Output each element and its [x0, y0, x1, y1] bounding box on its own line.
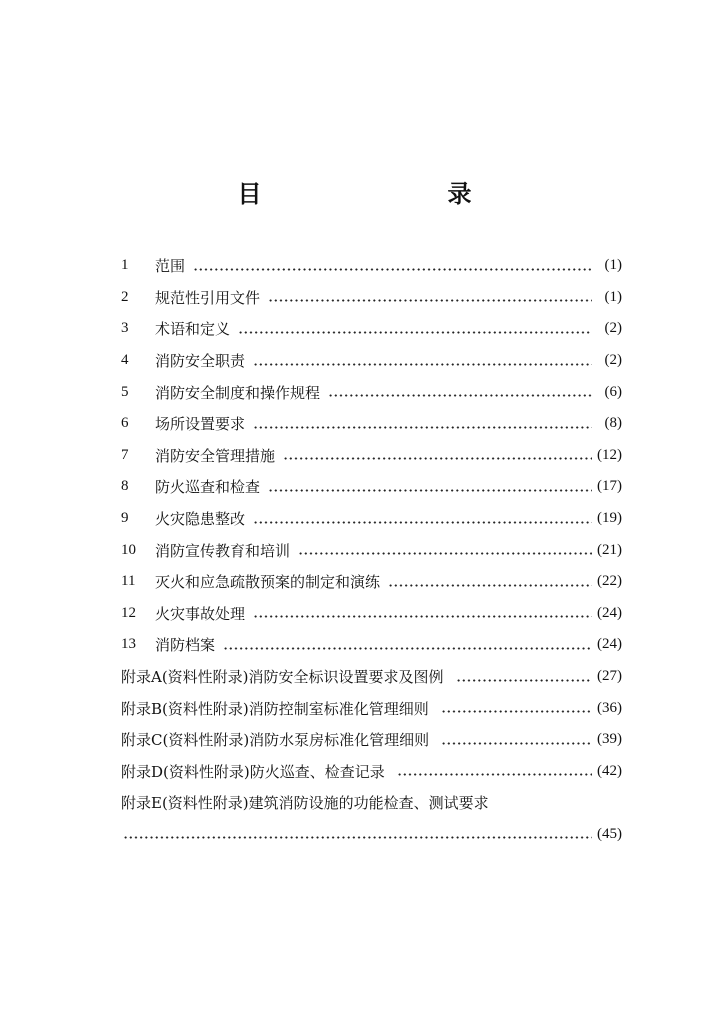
entry-page: (2) — [604, 320, 622, 337]
dot-leader — [441, 700, 592, 716]
toc-entry-9[interactable] — [121, 503, 622, 535]
entry-page: (1) — [604, 257, 622, 274]
entry-number: 12 — [121, 604, 136, 621]
dot-leader — [441, 732, 592, 748]
dot-leader — [253, 353, 592, 369]
dot-leader — [397, 763, 592, 779]
dot-leader — [253, 511, 592, 527]
dot-leader — [268, 479, 592, 495]
entry-page: (21) — [597, 541, 622, 558]
toc-entry-5[interactable] — [121, 376, 622, 408]
entry-page: (19) — [597, 510, 622, 527]
entry-title: 消防安全职责 — [155, 352, 246, 371]
dot-leader — [223, 637, 592, 653]
toc-appendix-e[interactable] — [121, 787, 622, 819]
entry-title: 规范性引用文件 — [155, 288, 261, 307]
page-title: 目 录 — [237, 180, 518, 208]
entry-title: 范围 — [155, 257, 186, 276]
entry-page: (8) — [604, 415, 622, 432]
toc-entry-8[interactable] — [121, 471, 622, 503]
appendix-title: 附录E(资料性附录)建筑消防设施的功能检查、测试要求 — [121, 794, 489, 813]
entry-title: 消防安全制度和操作规程 — [155, 383, 321, 402]
entry-number: 4 — [121, 352, 129, 369]
appendix-title: 附录B(资料性附录)消防控制室标准化管理细则 — [121, 699, 429, 718]
entry-number: 13 — [121, 636, 136, 653]
dot-leader — [268, 289, 592, 305]
entry-number: 2 — [121, 288, 129, 305]
entry-number: 11 — [121, 573, 136, 590]
entry-page: (12) — [597, 446, 622, 463]
appendix-title: 附录A(资料性附录)消防安全标识设置要求及图例 — [121, 668, 444, 687]
entry-title: 火灾事故处理 — [155, 604, 246, 623]
toc-entry-2[interactable] — [121, 282, 622, 314]
entry-page: (24) — [597, 604, 622, 621]
dot-leader — [298, 542, 592, 558]
dot-leader — [388, 574, 592, 590]
dot-leader — [328, 384, 592, 400]
entry-number: 8 — [121, 478, 129, 495]
appendix-page: (42) — [597, 762, 622, 779]
toc-entry-10[interactable] — [121, 534, 622, 566]
entry-title: 火灾隐患整改 — [155, 510, 246, 529]
entry-number: 1 — [121, 257, 129, 274]
dot-leader — [123, 826, 592, 842]
dot-leader — [253, 605, 592, 621]
entry-page: (22) — [597, 573, 622, 590]
entry-number: 7 — [121, 446, 129, 463]
entry-number: 3 — [121, 320, 129, 337]
toc-entry-1[interactable] — [121, 250, 622, 282]
toc-appendix-c[interactable] — [121, 724, 622, 756]
appendix-page: (39) — [597, 731, 622, 748]
entry-page: (6) — [604, 383, 622, 400]
entry-title: 消防宣传教育和培训 — [155, 541, 291, 560]
toc-appendix-d[interactable] — [121, 756, 622, 788]
toc-entry-12[interactable] — [121, 598, 622, 630]
dot-leader — [283, 447, 592, 463]
toc-entry-4[interactable] — [121, 345, 622, 377]
table-of-contents — [121, 250, 622, 850]
toc-entry-6[interactable] — [121, 408, 622, 440]
entry-page: (1) — [604, 288, 622, 305]
appendix-page: (45) — [597, 825, 622, 842]
entry-number: 10 — [121, 541, 136, 558]
appendix-page: (36) — [597, 699, 622, 716]
dot-leader — [238, 321, 592, 337]
entry-title: 灭火和应急疏散预案的制定和演练 — [155, 573, 381, 592]
entry-number: 9 — [121, 510, 129, 527]
toc-appendix-b[interactable] — [121, 692, 622, 724]
entry-title: 防火巡查和检查 — [155, 478, 261, 497]
toc-entry-3[interactable] — [121, 313, 622, 345]
toc-appendix-e-continuation[interactable] — [121, 819, 622, 851]
toc-entry-7[interactable] — [121, 440, 622, 472]
entry-page: (17) — [597, 478, 622, 495]
dot-leader — [253, 416, 592, 432]
entry-title: 消防安全管理措施 — [155, 446, 276, 465]
entry-page: (2) — [604, 352, 622, 369]
dot-leader — [456, 669, 592, 685]
entry-number: 5 — [121, 383, 129, 400]
entry-title: 消防档案 — [155, 636, 216, 655]
appendix-page: (27) — [597, 668, 622, 685]
appendix-title: 附录C(资料性附录)消防水泵房标准化管理细则 — [121, 731, 430, 750]
dot-leader — [193, 258, 592, 274]
toc-appendix-a[interactable] — [121, 661, 622, 693]
appendix-title: 附录D(资料性附录)防火巡查、检查记录 — [121, 762, 385, 781]
toc-entry-13[interactable] — [121, 629, 622, 661]
entry-number: 6 — [121, 415, 129, 432]
toc-entry-11[interactable] — [121, 566, 622, 598]
entry-title: 术语和定义 — [155, 320, 231, 339]
entry-page: (24) — [597, 636, 622, 653]
entry-title: 场所设置要求 — [155, 415, 246, 434]
